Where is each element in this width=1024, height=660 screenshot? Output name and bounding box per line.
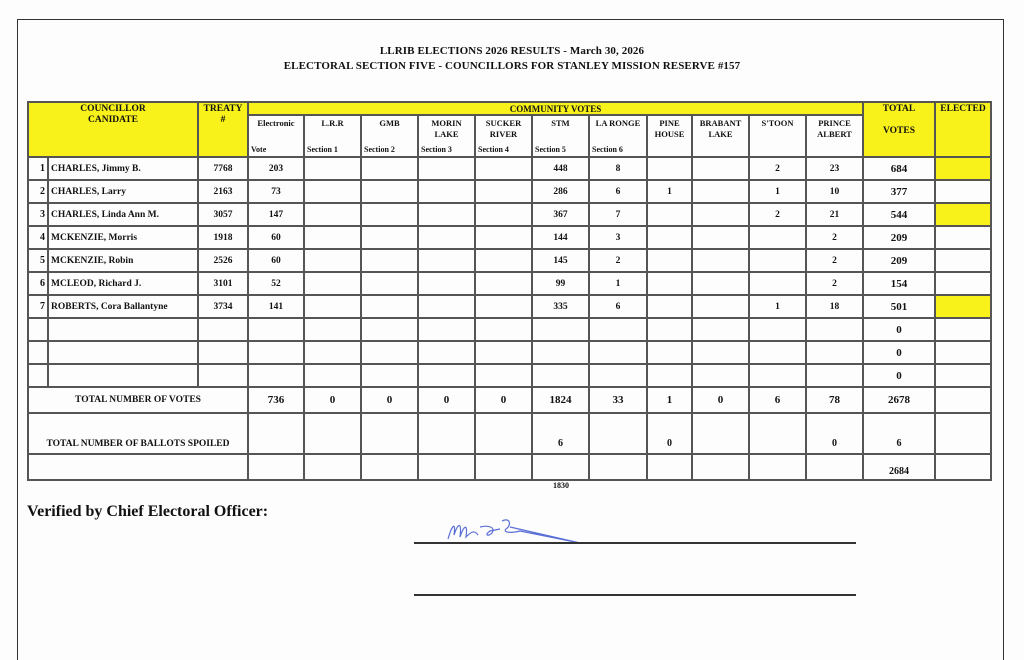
- community-vote-cell: [361, 272, 418, 295]
- community-vote-cell: 145: [532, 249, 589, 272]
- document-subtitle: ELECTORAL SECTION FIVE - COUNCILLORS FOR STANLEY MISSION RESERVE #157: [283, 60, 741, 72]
- community-vote-cell: [418, 341, 475, 364]
- community-column-header: [589, 115, 647, 157]
- community-vote-cell: [532, 318, 589, 341]
- community-vote-cell: [749, 249, 806, 272]
- elected-marker: [935, 249, 991, 272]
- community-vote-cell: [248, 341, 304, 364]
- treaty-number: [198, 364, 248, 387]
- candidate-row: [28, 180, 991, 203]
- grand-votes-total: 2678: [863, 387, 935, 413]
- community-vote-cell: [647, 203, 692, 226]
- treaty-header: [198, 102, 248, 157]
- community-section: Section 3: [421, 144, 452, 154]
- candidate-total-votes: 684: [863, 157, 935, 180]
- community-vote-cell: 52: [248, 272, 304, 295]
- community-vote-cell: [361, 341, 418, 364]
- community-name: GMB: [379, 118, 400, 128]
- elected-marker: [935, 295, 991, 318]
- community-vote-cell: [304, 341, 361, 364]
- spoiled-ballots-label: TOTAL NUMBER OF BALLOTS SPOILED: [28, 413, 248, 454]
- community-column-header: [361, 115, 418, 157]
- community-column-header: [475, 115, 532, 157]
- community-vote-cell: [361, 364, 418, 387]
- community-column-header: [749, 115, 806, 157]
- spoiled-cell: [475, 413, 532, 454]
- elected-header: ELECTED: [935, 102, 991, 157]
- community-total-cell: 0: [418, 387, 475, 413]
- header-row-top: [28, 102, 991, 115]
- community-vote-cell: [361, 157, 418, 180]
- blank-cell: [475, 454, 532, 480]
- total-votes-label: TOTAL NUMBER OF VOTES: [28, 387, 248, 413]
- community-vote-cell: [749, 318, 806, 341]
- community-vote-cell: [304, 203, 361, 226]
- candidate-header: [28, 102, 198, 157]
- community-vote-cell: 2: [749, 157, 806, 180]
- community-section: Section 4: [478, 144, 509, 154]
- community-vote-cell: 203: [248, 157, 304, 180]
- signature-icon: [440, 515, 600, 545]
- community-vote-cell: [418, 272, 475, 295]
- community-section: Section 6: [592, 144, 623, 154]
- community-name: MORIN LAKE: [431, 118, 462, 139]
- spoiled-ballots-row: [28, 413, 991, 454]
- community-total-cell: 0: [475, 387, 532, 413]
- community-vote-cell: [304, 249, 361, 272]
- community-vote-cell: [692, 295, 749, 318]
- row-number: 5: [28, 249, 48, 272]
- community-vote-cell: [692, 249, 749, 272]
- total-votes-row: [28, 387, 991, 413]
- community-name: Electronic: [257, 118, 295, 128]
- community-name: L.R.R: [321, 118, 344, 128]
- treaty-header-line1: TREATY: [203, 104, 243, 114]
- elected-blank: [935, 454, 991, 480]
- community-vote-cell: 144: [532, 226, 589, 249]
- document-title: LLRIB ELECTIONS 2026 RESULTS - March 30, 2026: [379, 45, 645, 57]
- community-vote-cell: [361, 203, 418, 226]
- community-vote-cell: [532, 341, 589, 364]
- treaty-number: 2526: [198, 249, 248, 272]
- candidate-row: [28, 364, 991, 387]
- community-column-header: [647, 115, 692, 157]
- elected-blank: [935, 387, 991, 413]
- elected-marker: [935, 226, 991, 249]
- spoiled-cell: [361, 413, 418, 454]
- candidate-row: [28, 157, 991, 180]
- blank-label: [28, 454, 248, 480]
- signature-line: [414, 542, 856, 544]
- spoiled-cell: 0: [647, 413, 692, 454]
- community-column-header: [248, 115, 304, 157]
- treaty-number: [198, 318, 248, 341]
- candidate-total-votes: 0: [863, 341, 935, 364]
- blank-cell: [749, 454, 806, 480]
- community-vote-cell: [361, 318, 418, 341]
- grand-total-row: [28, 454, 991, 480]
- community-vote-cell: [647, 341, 692, 364]
- blank-cell: [304, 454, 361, 480]
- community-vote-cell: [589, 364, 647, 387]
- community-vote-cell: [806, 364, 863, 387]
- community-vote-cell: 21: [806, 203, 863, 226]
- candidate-name: [48, 318, 198, 341]
- community-column-header: [418, 115, 475, 157]
- community-vote-cell: [589, 341, 647, 364]
- community-vote-cell: [749, 364, 806, 387]
- community-vote-cell: [692, 203, 749, 226]
- spoiled-cell: [749, 413, 806, 454]
- community-vote-cell: [475, 341, 532, 364]
- community-vote-cell: [304, 226, 361, 249]
- community-name: SUCKER RIVER: [485, 118, 522, 139]
- community-total-cell: 1824: [532, 387, 589, 413]
- row-number: 3: [28, 203, 48, 226]
- community-column-header: [532, 115, 589, 157]
- community-vote-cell: [361, 226, 418, 249]
- community-vote-cell: 99: [532, 272, 589, 295]
- spoiled-cell: [589, 413, 647, 454]
- row-number: [28, 341, 48, 364]
- community-vote-cell: [692, 318, 749, 341]
- community-vote-cell: 8: [589, 157, 647, 180]
- row-number: 1: [28, 157, 48, 180]
- grand-total: 2684: [863, 454, 935, 480]
- total-header-line1: TOTAL: [882, 104, 916, 114]
- community-total-cell: 736: [248, 387, 304, 413]
- candidate-name: CHARLES, Larry: [48, 180, 198, 203]
- community-vote-cell: 6: [589, 180, 647, 203]
- community-vote-cell: [749, 272, 806, 295]
- community-vote-cell: 1: [647, 180, 692, 203]
- row-number: 4: [28, 226, 48, 249]
- community-total-cell: 0: [304, 387, 361, 413]
- treaty-number: 1918: [198, 226, 248, 249]
- blank-cell: [647, 454, 692, 480]
- community-vote-cell: [532, 364, 589, 387]
- community-vote-cell: [475, 318, 532, 341]
- community-vote-cell: 60: [248, 249, 304, 272]
- community-vote-cell: [304, 157, 361, 180]
- treaty-header-line2: #: [220, 115, 226, 125]
- community-vote-cell: [475, 249, 532, 272]
- row-number: 2: [28, 180, 48, 203]
- community-vote-cell: [647, 364, 692, 387]
- candidate-header-line2: CANIDATE: [88, 115, 138, 125]
- candidate-name: MCKENZIE, Robin: [48, 249, 198, 272]
- community-vote-cell: 3: [589, 226, 647, 249]
- community-vote-cell: 367: [532, 203, 589, 226]
- community-vote-cell: [692, 226, 749, 249]
- community-vote-cell: 2: [749, 203, 806, 226]
- community-vote-cell: [475, 226, 532, 249]
- community-vote-cell: [418, 203, 475, 226]
- community-vote-cell: [475, 203, 532, 226]
- community-vote-cell: [418, 295, 475, 318]
- community-vote-cell: [475, 364, 532, 387]
- community-total-cell: 78: [806, 387, 863, 413]
- community-vote-cell: [418, 318, 475, 341]
- community-vote-cell: [361, 249, 418, 272]
- community-section: Section 5: [535, 144, 566, 154]
- candidate-row: [28, 272, 991, 295]
- spoiled-cell: 0: [806, 413, 863, 454]
- community-vote-cell: [248, 364, 304, 387]
- community-vote-cell: [806, 318, 863, 341]
- community-vote-cell: 73: [248, 180, 304, 203]
- elected-marker: [935, 318, 991, 341]
- community-votes-header: COMMUNITY VOTES: [248, 102, 863, 115]
- candidate-row: [28, 226, 991, 249]
- community-vote-cell: 2: [806, 226, 863, 249]
- blank-cell: [692, 454, 749, 480]
- blank-cell: [361, 454, 418, 480]
- community-name: S'TOON: [761, 118, 794, 128]
- candidate-row: [28, 295, 991, 318]
- elected-marker: [935, 157, 991, 180]
- candidate-name: MCLEOD, Richard J.: [48, 272, 198, 295]
- community-vote-cell: 18: [806, 295, 863, 318]
- community-vote-cell: [647, 295, 692, 318]
- community-vote-cell: 6: [589, 295, 647, 318]
- candidate-row: [28, 341, 991, 364]
- elected-marker: [935, 203, 991, 226]
- community-vote-cell: [475, 157, 532, 180]
- community-name: STM: [551, 118, 570, 128]
- elected-marker: [935, 272, 991, 295]
- total-header-line2: VOTES: [882, 126, 916, 136]
- community-vote-cell: [647, 272, 692, 295]
- elected-marker: [935, 180, 991, 203]
- community-vote-cell: [304, 180, 361, 203]
- row-number: 6: [28, 272, 48, 295]
- treaty-number: 7768: [198, 157, 248, 180]
- community-vote-cell: [647, 318, 692, 341]
- community-vote-cell: 1: [589, 272, 647, 295]
- treaty-number: 3734: [198, 295, 248, 318]
- community-vote-cell: [692, 364, 749, 387]
- community-vote-cell: [692, 180, 749, 203]
- community-vote-cell: 147: [248, 203, 304, 226]
- community-vote-cell: [475, 272, 532, 295]
- community-vote-cell: 23: [806, 157, 863, 180]
- treaty-number: [198, 341, 248, 364]
- blank-cell: [248, 454, 304, 480]
- spoiled-total: 6: [863, 413, 935, 454]
- community-vote-cell: [418, 180, 475, 203]
- community-total-cell: 1: [647, 387, 692, 413]
- community-vote-cell: [749, 226, 806, 249]
- community-section: Vote: [251, 144, 267, 154]
- community-vote-cell: [692, 341, 749, 364]
- candidate-total-votes: 154: [863, 272, 935, 295]
- community-vote-cell: [418, 249, 475, 272]
- community-total-cell: 33: [589, 387, 647, 413]
- elected-marker: [935, 341, 991, 364]
- community-section: Section 1: [307, 144, 338, 154]
- candidate-total-votes: 501: [863, 295, 935, 318]
- community-vote-cell: 286: [532, 180, 589, 203]
- community-vote-cell: 1: [749, 295, 806, 318]
- community-vote-cell: [418, 157, 475, 180]
- community-name: BRABANT LAKE: [699, 118, 742, 139]
- treaty-number: 2163: [198, 180, 248, 203]
- verified-label: Verified by Chief Electoral Officer:: [27, 503, 269, 520]
- community-vote-cell: 7: [589, 203, 647, 226]
- candidate-name: CHARLES, Jimmy B.: [48, 157, 198, 180]
- community-vote-cell: [589, 318, 647, 341]
- community-vote-cell: [692, 272, 749, 295]
- community-vote-cell: [418, 226, 475, 249]
- community-vote-cell: [647, 226, 692, 249]
- community-vote-cell: 2: [806, 272, 863, 295]
- community-vote-cell: [361, 295, 418, 318]
- row-number: [28, 364, 48, 387]
- total-votes-header: [863, 102, 935, 157]
- candidate-row: [28, 318, 991, 341]
- spoiled-cell: [248, 413, 304, 454]
- community-vote-cell: 2: [806, 249, 863, 272]
- community-vote-cell: [248, 318, 304, 341]
- community-vote-cell: 1: [749, 180, 806, 203]
- community-vote-cell: 448: [532, 157, 589, 180]
- blank-cell: [418, 454, 475, 480]
- candidate-name: ROBERTS, Cora Ballantyne: [48, 295, 198, 318]
- spoiled-cell: [304, 413, 361, 454]
- community-column-header: [806, 115, 863, 157]
- candidate-total-votes: 0: [863, 318, 935, 341]
- blank-cell: [589, 454, 647, 480]
- community-name: PINE HOUSE: [654, 118, 685, 139]
- blank-cell: [806, 454, 863, 480]
- candidate-name: [48, 364, 198, 387]
- community-vote-cell: 335: [532, 295, 589, 318]
- candidate-row: [28, 249, 991, 272]
- community-name: LA RONGE: [595, 118, 641, 128]
- community-vote-cell: [418, 364, 475, 387]
- candidate-total-votes: 0: [863, 364, 935, 387]
- blank-cell: [532, 454, 589, 480]
- candidate-total-votes: 377: [863, 180, 935, 203]
- stm-combined-total: 1830: [553, 481, 569, 490]
- community-vote-cell: 60: [248, 226, 304, 249]
- elected-blank: [935, 413, 991, 454]
- results-table: [27, 101, 992, 481]
- community-vote-cell: [304, 364, 361, 387]
- community-vote-cell: [806, 341, 863, 364]
- candidate-total-votes: 544: [863, 203, 935, 226]
- row-number: 7: [28, 295, 48, 318]
- community-vote-cell: [304, 318, 361, 341]
- community-vote-cell: [647, 157, 692, 180]
- community-column-header: [304, 115, 361, 157]
- spoiled-cell: 6: [532, 413, 589, 454]
- community-vote-cell: [749, 341, 806, 364]
- treaty-number: 3101: [198, 272, 248, 295]
- community-vote-cell: [647, 249, 692, 272]
- elected-marker: [935, 364, 991, 387]
- community-vote-cell: [304, 295, 361, 318]
- candidate-total-votes: 209: [863, 249, 935, 272]
- row-number: [28, 318, 48, 341]
- candidate-header-line1: COUNCILLOR: [80, 104, 146, 114]
- community-section: Section 2: [364, 144, 395, 154]
- spoiled-cell: [418, 413, 475, 454]
- candidate-row: [28, 203, 991, 226]
- spoiled-cell: [692, 413, 749, 454]
- community-vote-cell: 2: [589, 249, 647, 272]
- community-total-cell: 0: [692, 387, 749, 413]
- candidate-name: [48, 341, 198, 364]
- candidate-name: MCKENZIE, Morris: [48, 226, 198, 249]
- community-vote-cell: 10: [806, 180, 863, 203]
- community-vote-cell: [361, 180, 418, 203]
- community-vote-cell: 141: [248, 295, 304, 318]
- community-vote-cell: [475, 295, 532, 318]
- community-vote-cell: [475, 180, 532, 203]
- community-total-cell: 6: [749, 387, 806, 413]
- treaty-number: 3057: [198, 203, 248, 226]
- community-vote-cell: [692, 157, 749, 180]
- community-column-header: [692, 115, 749, 157]
- second-signature-line: [414, 594, 856, 596]
- community-total-cell: 0: [361, 387, 418, 413]
- candidate-total-votes: 209: [863, 226, 935, 249]
- community-vote-cell: [304, 272, 361, 295]
- community-name: PRINCE ALBERT: [817, 118, 852, 139]
- candidate-name: CHARLES, Linda Ann M.: [48, 203, 198, 226]
